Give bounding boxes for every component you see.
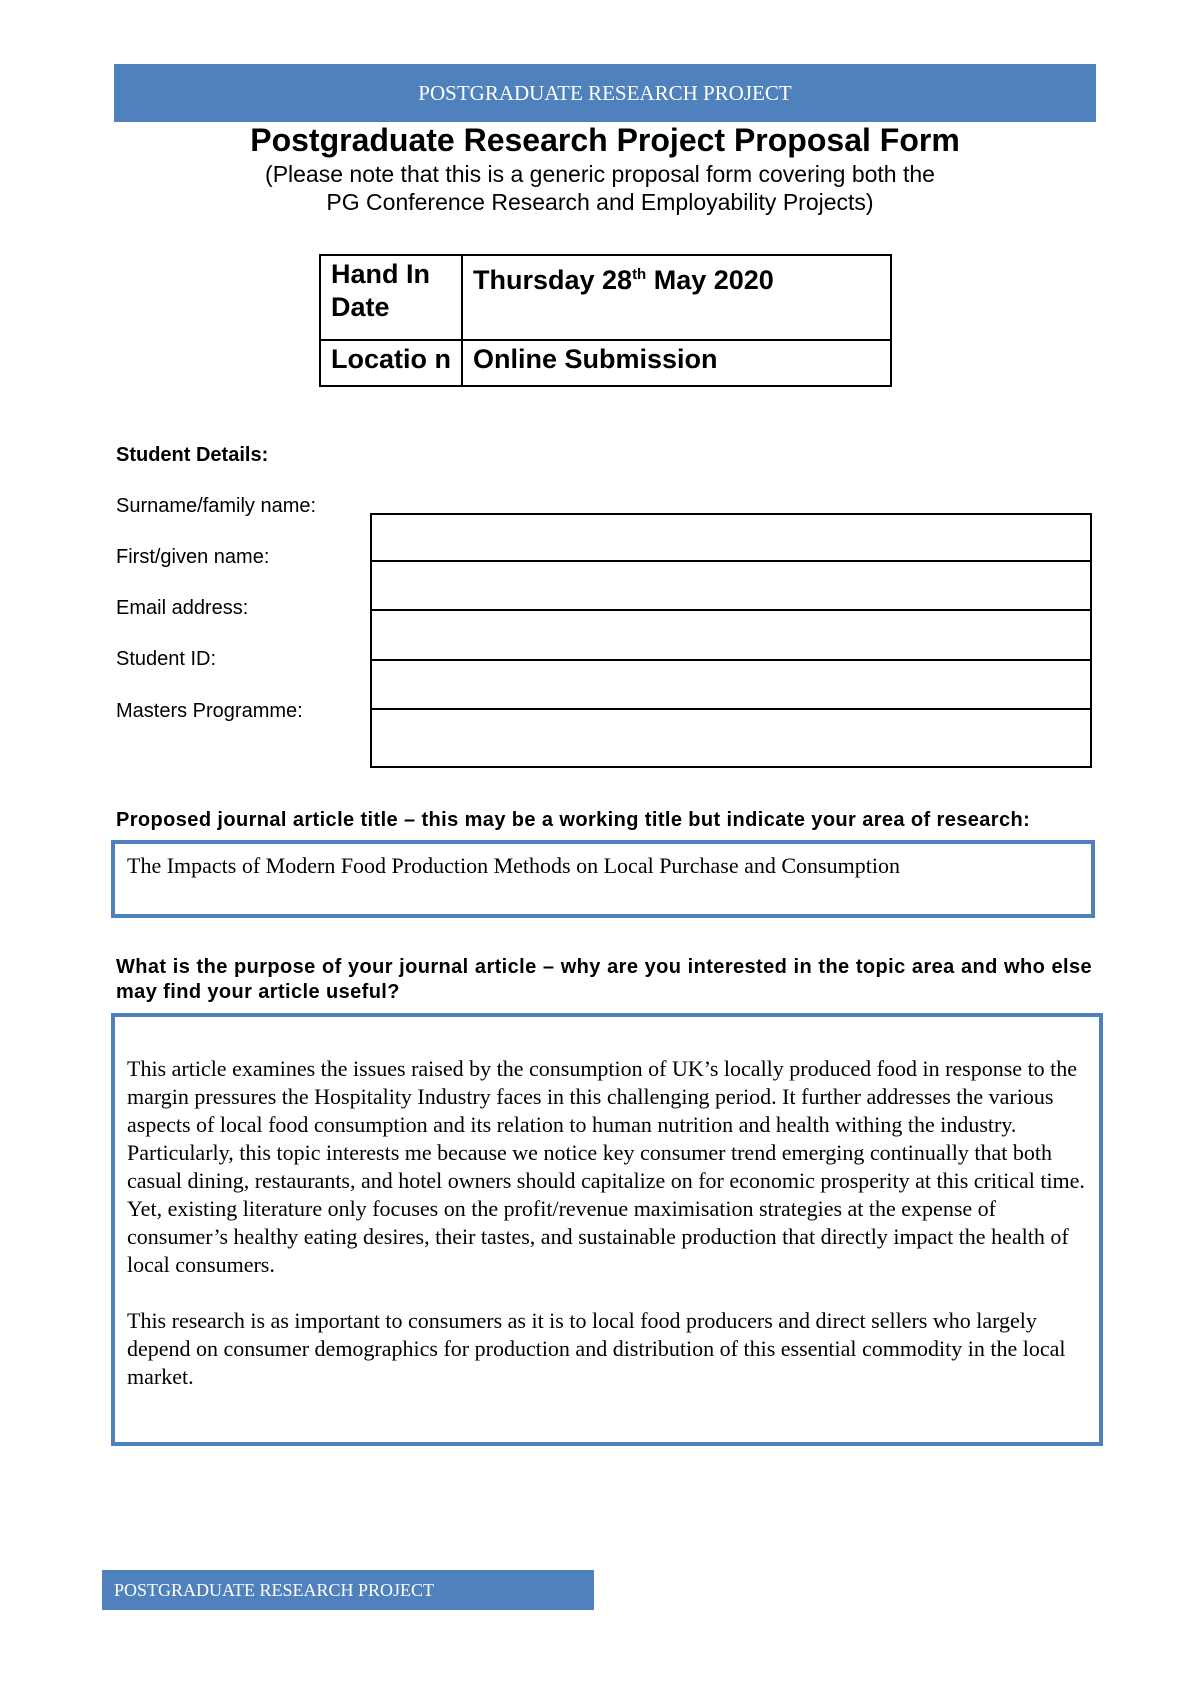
journal-title-answer[interactable]: The Impacts of Modern Food Production Methods on Local Purchase and Consumption bbox=[111, 840, 1095, 918]
header-banner: POSTGRADUATE RESEARCH PROJECT bbox=[114, 64, 1096, 122]
location-row bbox=[320, 340, 891, 386]
email-label: Email address: bbox=[116, 597, 249, 619]
subtitle-line-2: PG Conference Research and Employability Projects) bbox=[326, 189, 874, 215]
hand-in-value bbox=[462, 255, 891, 340]
masters-programme-input[interactable] bbox=[370, 708, 1092, 768]
footer-banner: POSTGRADUATE RESEARCH PROJECT bbox=[102, 1570, 594, 1610]
student-id-input[interactable] bbox=[370, 659, 1092, 710]
student-id-label: Student ID: bbox=[116, 648, 217, 670]
purpose-paragraph-1: This article examines the issues raised by the consumption of UK’s locally produced food in response to the margin pressures the Hospitality Industry faces in this challenging period. It further addresses the various aspects of local food consumption and its relation to human nutrition and health withing the industry. Particularly, this topic interests me because we notice key consumer trend emerging continually that both casual dining, restaurants, and hotel owners should capitalize on for economic prosperity at this critical time. Yet, existing literature only focuses on the profit/revenue maximisation strategies at the expense of consumer’s healthy eating desires, their tastes, and sustainable production that directly impact the health of local consumers. bbox=[127, 1056, 1085, 1277]
hand-in-value-prefix: Thursday 28 bbox=[473, 265, 633, 295]
location-label: Locatio n bbox=[320, 340, 462, 386]
surname-input[interactable] bbox=[370, 513, 1092, 562]
purpose-answer[interactable] bbox=[111, 1013, 1103, 1446]
purpose-paragraph-2: This research is as important to consumers as it is to local food producers and direct sellers who largely depend on consumer demographics for production and distribution of this essential commodity in the local market. bbox=[127, 1308, 1066, 1389]
hand-in-value-sup: th bbox=[632, 266, 647, 283]
journal-title-question: Proposed journal article title – this may be a working title but indicate your area of research: bbox=[116, 809, 1031, 831]
hand-in-row bbox=[320, 255, 891, 340]
page-title: Postgraduate Research Project Proposal Form bbox=[250, 122, 960, 158]
page-subtitle bbox=[0, 160, 1200, 216]
hand-in-value-suffix: May 2020 bbox=[646, 265, 774, 295]
subtitle-line-1: (Please note that this is a generic proposal form covering both the bbox=[265, 161, 935, 187]
first-name-input[interactable] bbox=[370, 560, 1092, 611]
masters-programme-label: Masters Programme: bbox=[116, 700, 303, 722]
email-input[interactable] bbox=[370, 609, 1092, 661]
hand-in-label: Hand In Date bbox=[320, 255, 462, 340]
first-name-label: First/given name: bbox=[116, 546, 270, 568]
surname-label: Surname/family name: bbox=[116, 495, 317, 517]
location-value: Online Submission bbox=[462, 340, 891, 386]
submission-info-table bbox=[319, 254, 892, 387]
purpose-question: What is the purpose of your journal article – why are you interested in the topic area and who else may find your article useful? bbox=[116, 956, 1092, 1003]
student-details-heading: Student Details: bbox=[116, 444, 269, 466]
